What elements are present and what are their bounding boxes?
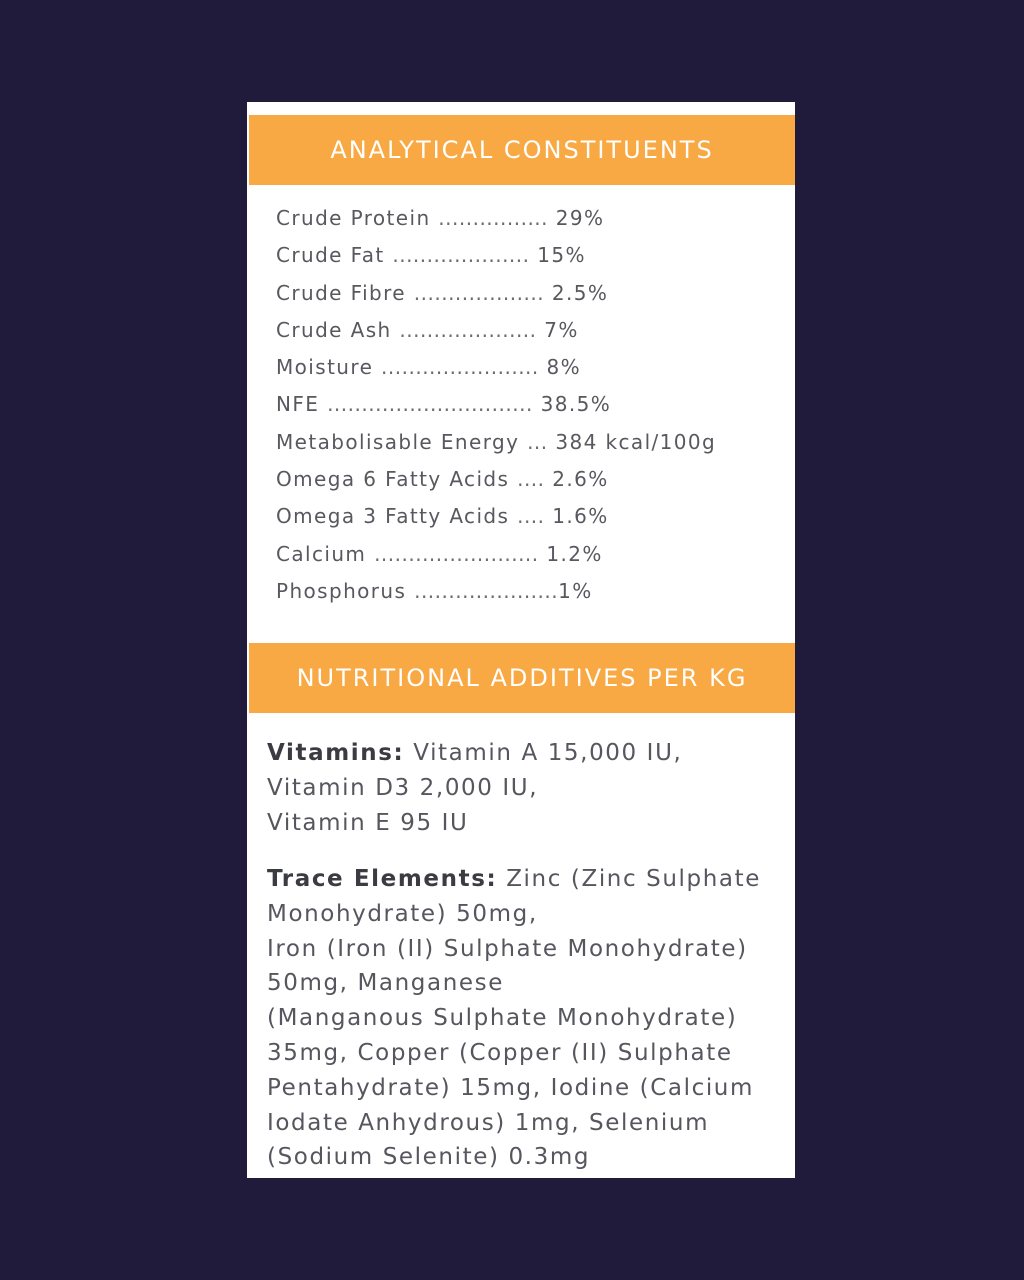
- constituent-value: 1.2%: [546, 541, 603, 566]
- trace-text: Iron (Iron (II) Sulphate Monohydrate): [267, 935, 748, 962]
- constituent-name: Omega 3 Fatty Acids: [276, 504, 510, 529]
- constituent-value: 2.5%: [551, 280, 609, 305]
- constituent-row: [276, 573, 716, 610]
- dot-leader: ....: [517, 504, 545, 529]
- constituent-name: Metabolisable Energy: [276, 429, 520, 454]
- dot-leader: ...: [527, 429, 548, 454]
- dot-leader: ....: [517, 467, 545, 492]
- dot-leader: .....................: [414, 578, 559, 603]
- constituent-value: 2.6%: [552, 467, 609, 492]
- vitamins-text: Vitamin E 95 IU: [267, 809, 469, 836]
- constituent-value: 38.5%: [540, 392, 612, 417]
- dot-leader: ...................: [413, 280, 545, 305]
- vitamins-label: Vitamins:: [267, 740, 405, 766]
- analytical-constituents-title: ANALYTICAL CONSTITUENTS: [330, 136, 714, 164]
- constituent-name: Crude Protein: [276, 206, 431, 230]
- constituent-name: Crude Ash: [276, 317, 392, 342]
- constituent-name: Phosphorus: [276, 578, 407, 603]
- constituent-row: [276, 424, 716, 461]
- dot-leader: ..............................: [327, 392, 533, 417]
- trace-text: 50mg, Manganese: [267, 970, 504, 997]
- constituent-name: Moisture: [276, 355, 374, 380]
- constituent-row: [276, 200, 716, 237]
- constituent-value: 384 kcal/100g: [555, 429, 717, 454]
- trace-elements-label: Trace Elements:: [267, 866, 498, 892]
- vitamins-text: Vitamin D3 2,000 IU,: [267, 774, 539, 801]
- nutrition-card: [247, 102, 795, 1178]
- dot-leader: ....................: [399, 317, 537, 342]
- trace-text: Monohydrate) 50mg,: [267, 900, 538, 927]
- dot-leader: .......................: [381, 355, 539, 380]
- constituent-value: 7%: [544, 317, 579, 342]
- nutritional-additives-title: NUTRITIONAL ADDITIVES PER KG: [296, 664, 748, 692]
- constituent-row: [276, 349, 716, 386]
- trace-text: Iodate Anhydrous) 1mg, Selenium: [267, 1109, 710, 1136]
- trace-text: Pentahydrate) 15mg, Iodine (Calcium: [267, 1074, 754, 1101]
- constituent-value: 8%: [546, 355, 582, 380]
- constituent-name: Crude Fibre: [276, 280, 407, 305]
- vitamins-text: Vitamin A 15,000 IU,: [413, 740, 683, 766]
- dot-leader: ........................: [374, 541, 539, 566]
- vitamins-paragraph: [267, 736, 795, 840]
- analytical-constituents-header: [249, 115, 795, 185]
- trace-text: Zinc (Zinc Sulphate: [506, 866, 761, 892]
- constituent-name: NFE: [276, 392, 320, 417]
- constituent-value: 1%: [558, 578, 593, 603]
- constituent-row: [276, 461, 716, 498]
- constituent-name: Calcium: [276, 541, 367, 566]
- trace-text: (Manganous Sulphate Monohydrate): [267, 1005, 738, 1032]
- constituent-row: [276, 386, 716, 423]
- trace-line-1: [267, 862, 795, 897]
- constituent-row: [276, 312, 716, 349]
- vitamins-line-1: [267, 736, 795, 771]
- nutritional-additives-header: [249, 643, 795, 713]
- constituent-row: [276, 498, 716, 535]
- constituent-row: [276, 275, 716, 312]
- trace-elements-paragraph: [267, 862, 795, 1175]
- dot-leader: ....................: [392, 243, 530, 268]
- constituent-row: [276, 536, 716, 573]
- constituent-value: 1.6%: [552, 504, 609, 529]
- analytical-constituents-list: [276, 200, 716, 610]
- trace-text: 35mg, Copper (Copper (II) Sulphate: [267, 1039, 733, 1066]
- constituent-value: 15%: [537, 243, 586, 268]
- constituent-row: [276, 237, 716, 274]
- dot-leader: ................: [438, 206, 549, 230]
- constituent-name: Crude Fat: [276, 243, 385, 268]
- constituent-name: Omega 6 Fatty Acids: [276, 467, 510, 492]
- trace-text: (Sodium Selenite) 0.3mg: [267, 1144, 591, 1171]
- constituent-value: 29%: [555, 206, 605, 230]
